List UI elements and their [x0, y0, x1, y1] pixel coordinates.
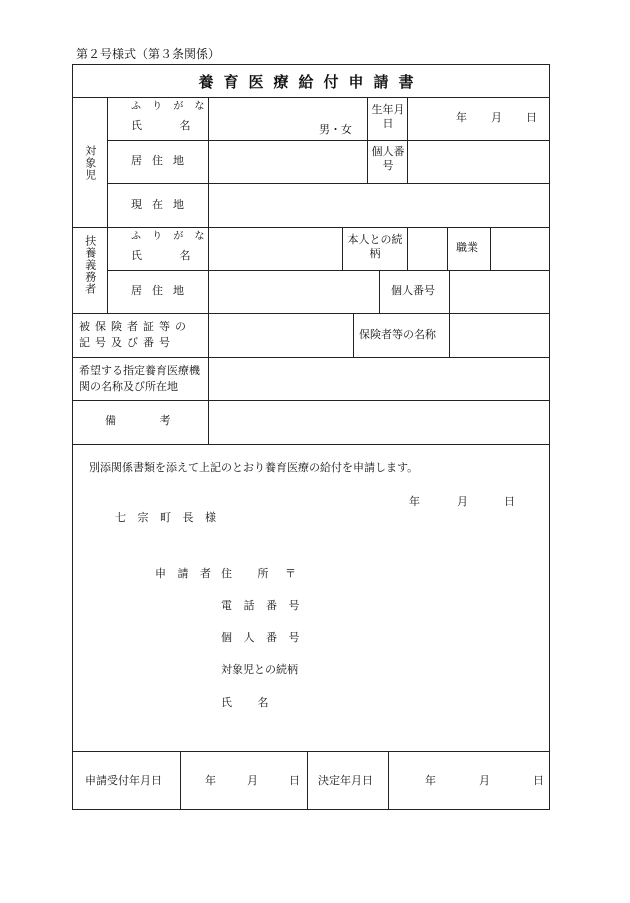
applicant-name-label: 氏 名 — [221, 696, 273, 709]
applicant-address-label: 住 所 — [221, 567, 273, 580]
applicant-relation-label: 対象児との続柄 — [221, 663, 298, 676]
decision-year-unit: 年 — [425, 774, 436, 787]
occupation-label: 職業 — [456, 241, 478, 254]
birth-year-unit: 年 — [456, 111, 467, 124]
form-title: 養育医療給付申請書 — [198, 73, 424, 91]
birth-month-unit: 月 — [491, 111, 502, 124]
guardian-residence-label: 居住地 — [131, 284, 194, 297]
insurance-card-label: 被保険者証等の記号及び番号 — [79, 320, 191, 349]
postal-mark: 〒 — [285, 567, 296, 580]
received-month-unit: 月 — [247, 774, 258, 787]
received-day-unit: 日 — [289, 774, 300, 787]
application-date-day: 日 — [504, 495, 515, 508]
applicant-label: 申 請 者 — [155, 567, 215, 580]
sex-options: 男・女 — [319, 123, 352, 136]
application-date-year: 年 — [409, 495, 420, 508]
received-year-unit: 年 — [205, 774, 216, 787]
birth-date-label: 生年月日 — [371, 103, 405, 130]
child-section-label: 対象児 — [83, 145, 97, 181]
decision-month-unit: 月 — [479, 774, 490, 787]
insurer-name-label: 保険者等の名称 — [359, 328, 436, 341]
relation-label: 本人との続柄 — [347, 233, 403, 260]
child-name-label: 氏 名 — [131, 119, 201, 132]
guardian-personal-number-label: 個人番号 — [391, 284, 435, 297]
guardian-section-label: 扶養義務者 — [83, 235, 97, 295]
guardian-name-label: 氏 名 — [131, 249, 201, 262]
institution-label: 希望する指定養育医療機関の名称及び所在地 — [79, 364, 200, 393]
application-form — [72, 64, 550, 810]
guardian-furigana-label: ふ り が な — [131, 231, 209, 242]
application-date-month: 月 — [457, 495, 468, 508]
remarks-label: 備 考 — [105, 414, 171, 427]
child-furigana-label: ふ り が な — [131, 101, 209, 112]
applicant-phone-label: 電 話 番 号 — [221, 599, 304, 612]
applicant-personal-number-label: 個 人 番 号 — [221, 631, 304, 644]
decision-date-label: 決定年月日 — [318, 774, 373, 787]
application-statement: 別添関係書類を添えて上記のとおり養育医療の給付を申請します。 — [89, 461, 419, 474]
birth-day-unit: 日 — [526, 111, 537, 124]
received-date-label: 申請受付年月日 — [85, 774, 162, 787]
child-residence-label: 居住地 — [131, 154, 194, 167]
form-number-note: 第２号様式（第３条関係） — [76, 47, 221, 61]
child-current-address-label: 現在地 — [131, 198, 194, 211]
decision-day-unit: 日 — [533, 774, 544, 787]
child-personal-number-label: 個人番号 — [371, 145, 405, 172]
addressee: 七 宗 町 長 様 — [115, 511, 220, 524]
